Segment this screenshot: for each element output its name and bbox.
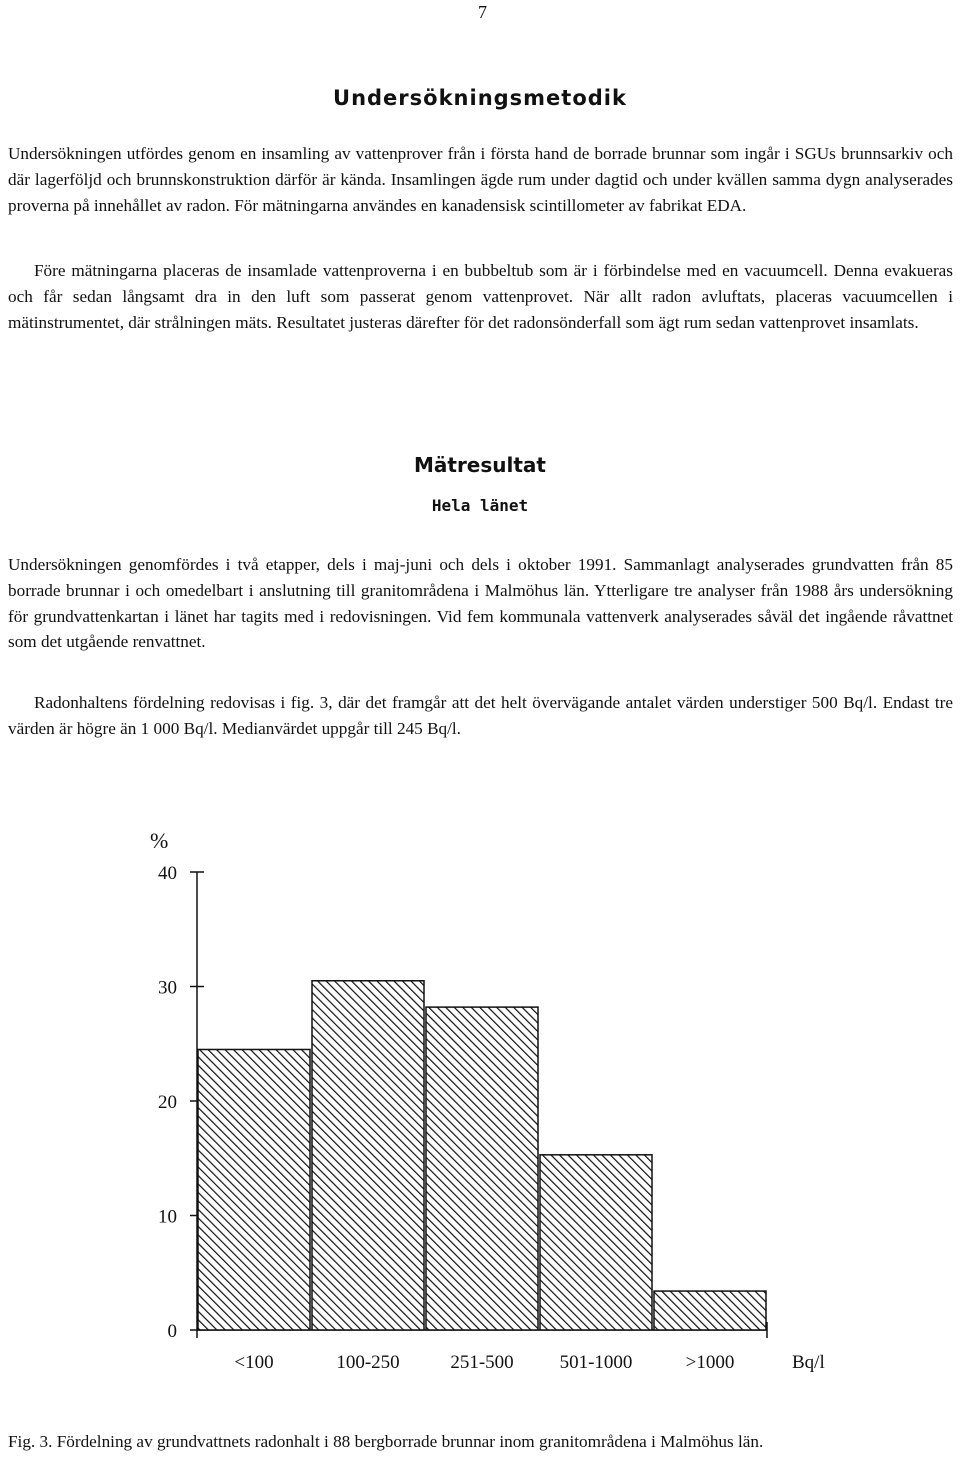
results-paragraph-2	[8, 690, 953, 742]
method-paragraph-1: Undersökningen utfördes genom en insamling av vattenprover från i första hand de borrade brunnar som ingår i SGUs brunnsarkiv och där lagerföljd och brunnskonstruktion därför är kända. Insamlingen ägde rum under dagtid och under kvällen samma dygn analyserades proverna på innehållet av radon. För mätningarna användes en kanadensisk scintillometer av fabrikat EDA.	[8, 144, 953, 215]
section-heading-method: Undersökningsmetodik	[333, 86, 627, 110]
results-paragraph-1: Undersökningen genomfördes i två etapper, dels i maj-juni och dels i oktober 1991. Sammanlagt analyserades grundvatten från 85 borrade brunnar i och omedelbart i anslutning till granitområdena i Malmöhus län. Ytterligare tre analyser från 1988 års undersökning för grundvattenkartan i länet har tagits med i redovisningen. Vid fem kommunala vattenverk analyserades såväl det ingående råvattnet som det utgående renvattnet.	[8, 555, 953, 652]
y-axis-unit-label: %	[150, 828, 169, 853]
x-category-label: >1000	[685, 1352, 735, 1373]
y-tick-label: 40	[158, 863, 177, 884]
bar->1000	[654, 1291, 766, 1330]
page-number: 7	[478, 2, 487, 22]
bar-501-1000	[540, 1155, 652, 1330]
y-tick-label: 20	[158, 1092, 177, 1113]
x-category-label: 100-250	[336, 1352, 400, 1373]
results-paragraph-2-text: Radonhaltens fördelning redovisas i fig. 3, där det framgår att det helt övervägande antalet värden understiger 500 Bq/l. Endast tre värden är högre än 1 000 Bq/l. Medianvärdet uppgår till 245 Bq/l.	[8, 693, 953, 738]
x-category-label: 501-1000	[559, 1352, 633, 1373]
section-subheading-county: Hela länet	[431, 496, 529, 515]
method-paragraph-2	[8, 258, 953, 335]
section-heading-results: Mätresultat	[413, 453, 546, 477]
x-category-label: <100	[234, 1352, 274, 1373]
method-paragraph-2-text: Före mätningarna placeras de insamlade vattenproverna i en bubbeltub som är i förbindelse med en vacuumcell. Denna evakueras och får sedan långsamt dra in den luft som passerat genom vattenprovet. När allt radon avluftats, placeras vacuumcellen i mätinstrumentet, där strålningen mäts. Resultatet justeras därefter för det radonsönderfall som ägt rum sedan vattenprovet insamlats.	[8, 261, 953, 332]
y-tick-label: 30	[158, 977, 177, 999]
radon-histogram	[0, 800, 960, 1420]
y-tick-label: 10	[158, 1206, 177, 1228]
x-category-label: 251-500	[450, 1352, 514, 1373]
x-axis-unit-label: Bq/l	[792, 1352, 825, 1373]
bar-251-500	[426, 1007, 538, 1330]
figure-caption: Fig. 3. Fördelning av grundvattnets radonhalt i 88 bergborrade brunnar inom granitområdena i Malmöhus län.	[8, 1432, 764, 1451]
y-tick-label: 0	[167, 1321, 177, 1342]
bar-<100	[198, 1049, 310, 1330]
bar-100-250	[312, 981, 424, 1330]
